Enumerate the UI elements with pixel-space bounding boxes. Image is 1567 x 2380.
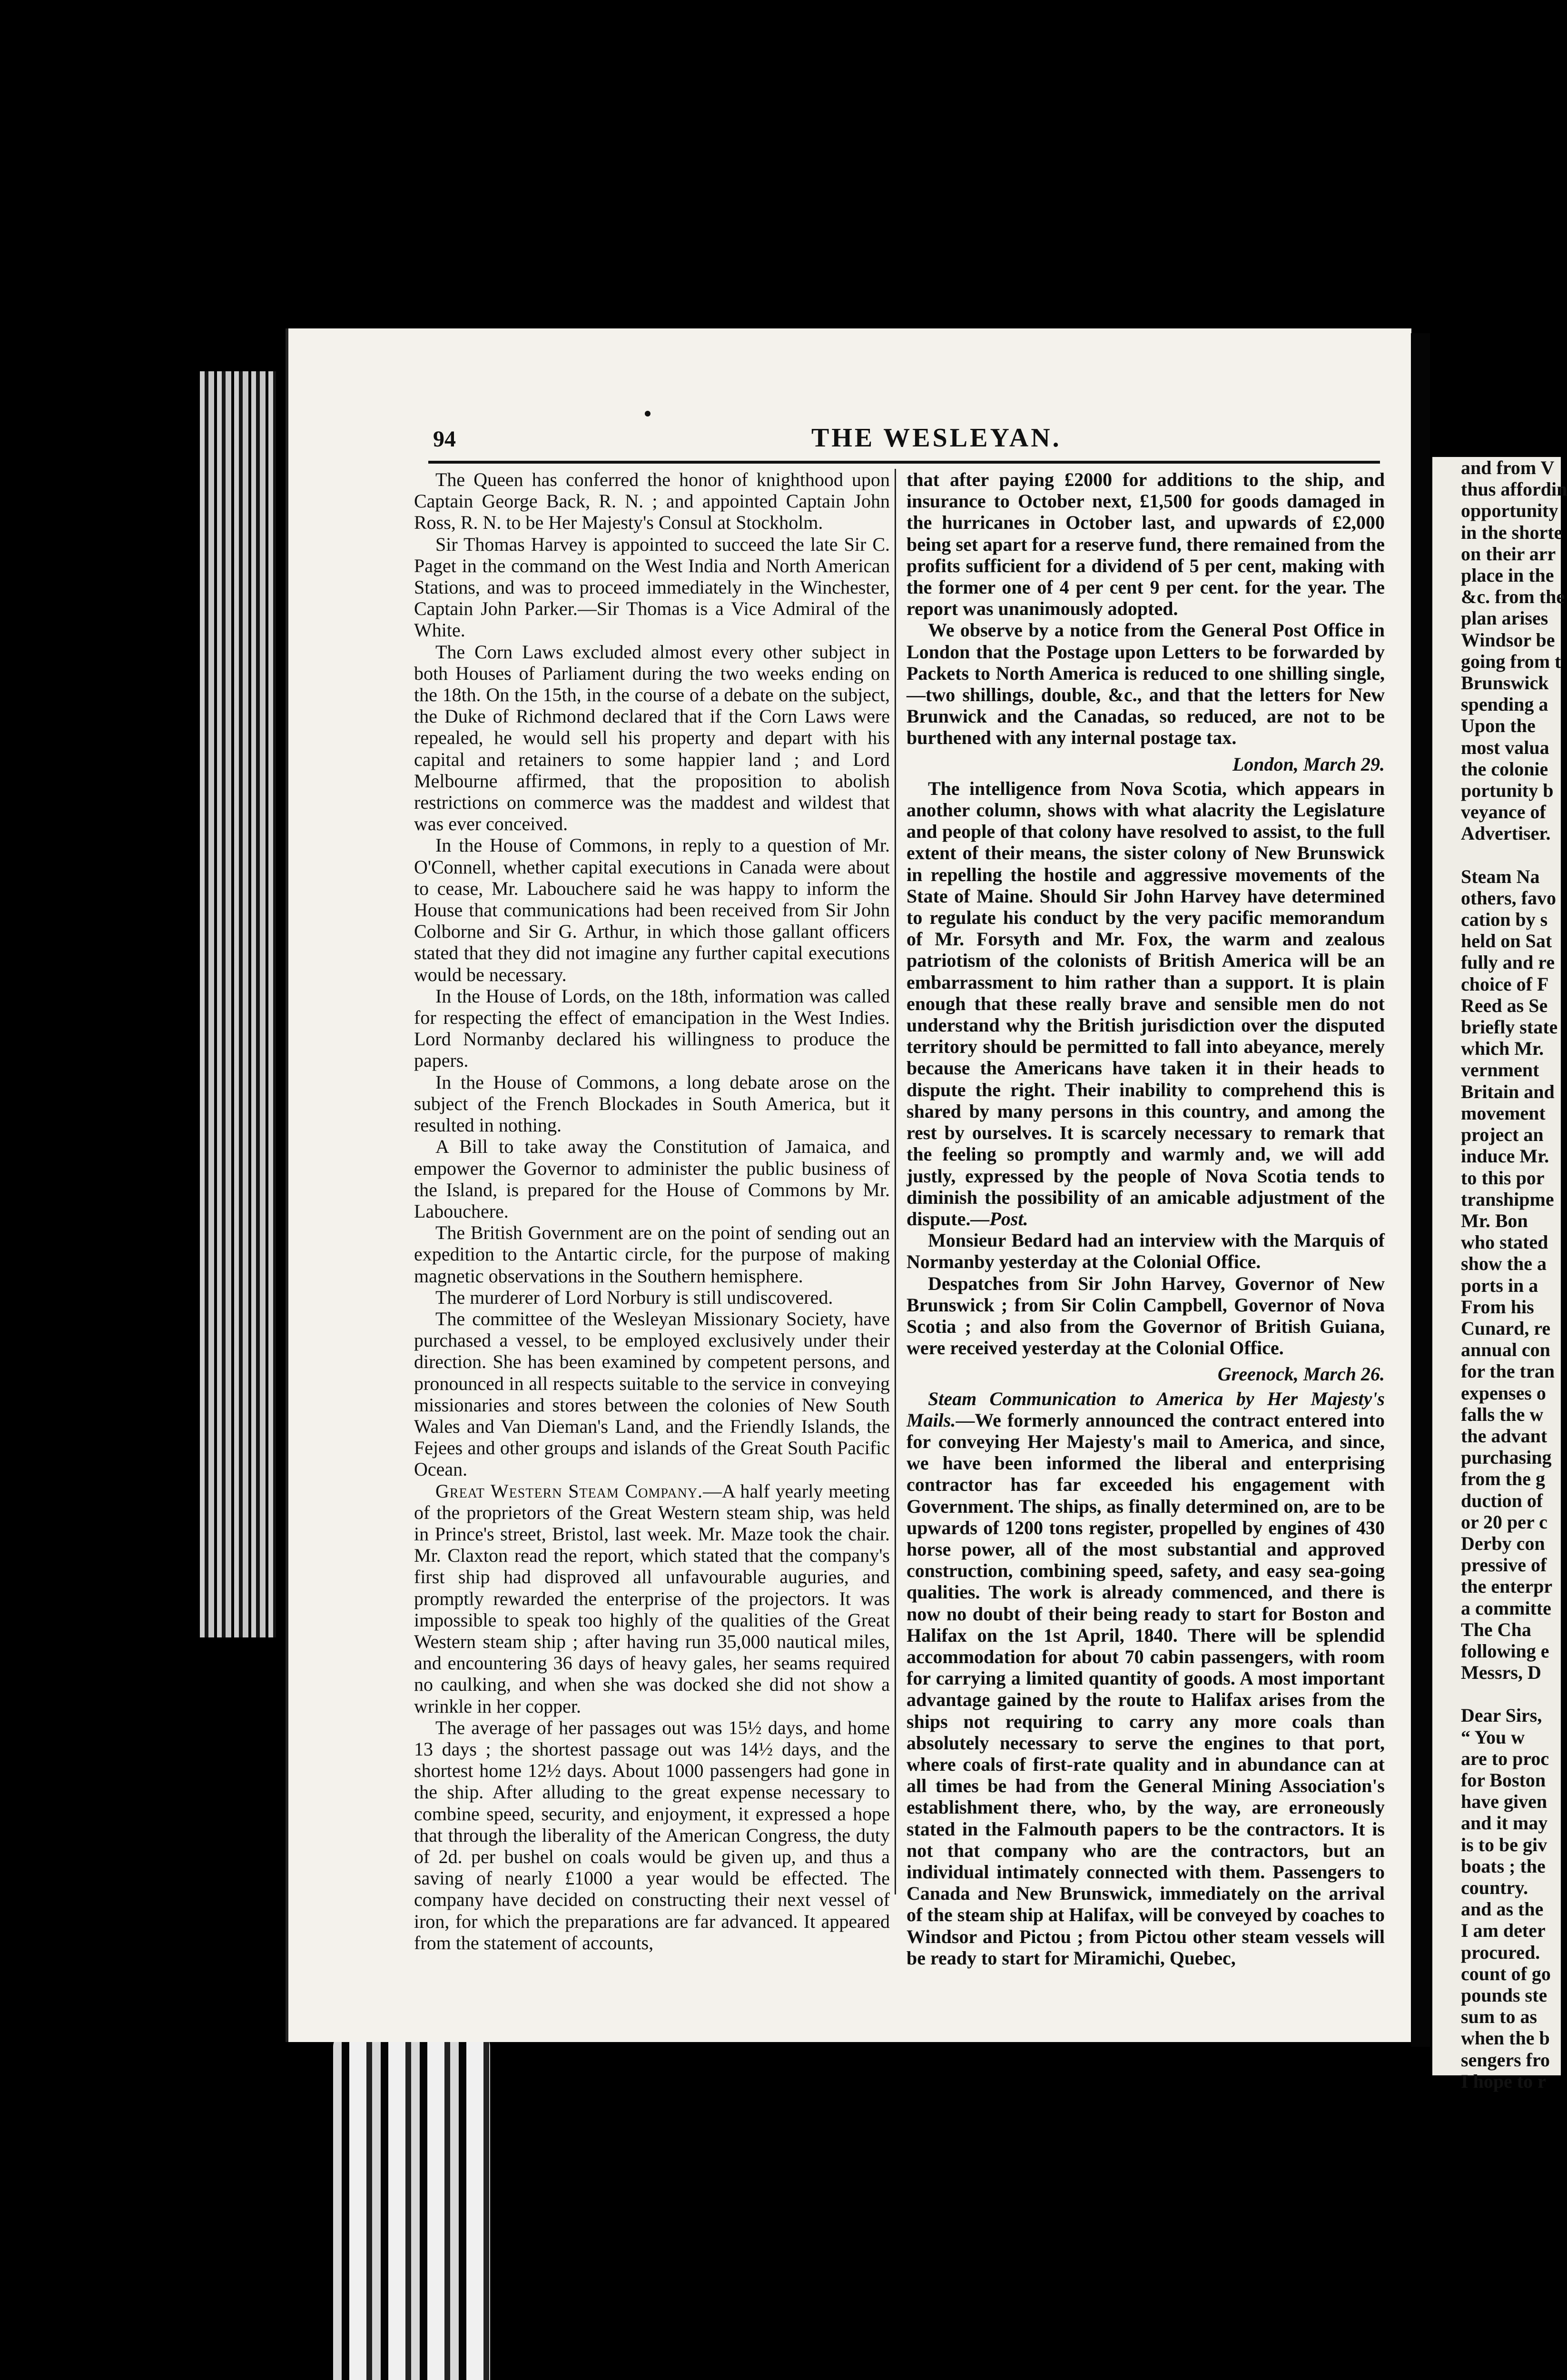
- article-antarctic: The British Government are on the point of sending out an expedition to the Antartic circle, for the purpose of making magnetic observations in the Southern hemisphere.: [414, 1222, 890, 1287]
- page-number: 94: [433, 426, 456, 452]
- facing-page-line: going from t: [1461, 650, 1561, 672]
- article-commons-canada: In the House of Commons, in reply to a question of Mr. O'Connell, whether capital executions in Canada were about to cease, Mr. Labouchere said he was happy to inform the House that communications had been received from Sir John Colborne and Sir G. Arthur, in which those gallant officers stated that they did not imagine any further capital executions would be necessary.: [414, 834, 890, 985]
- facing-page-line: from the g: [1461, 1468, 1545, 1490]
- article-body: —A half yearly meeting of the proprietors of the Great Western steam ship, was held in Prince's street, Bristol, last week. Mr. Maze took the chair. Mr. Claxton read the report, which stated that the company's first ship had disproved all unfavourable auguries, and promptly rewarded the enterprise of the projectors. It was impossible to speak too highly of the qualities of the Great Western steam ship ; after having run 35,000 nautical miles, and encountering 36 days of heavy gales, her seams required no caulking, and when she was docked she did not show a wrinkle in her copper.: [414, 1480, 890, 1717]
- article-harvey: Sir Thomas Harvey is appointed to succeed the late Sir C. Paget in the command on the West India and North American Stations, and was to proceed immediately in the Winchester, Captain John Parker.—Sir Thomas is a Vice Admiral of the White.: [414, 533, 890, 641]
- article-bedard: Monsieur Bedard had an interview with the Marquis of Normanby yesterday at the Colonial Office.: [907, 1230, 1385, 1273]
- dateline-greenock: Greenock, March 26.: [1217, 1363, 1385, 1385]
- article-jamaica-bill: A Bill to take away the Constitution of Jamaica, and empower the Governor to administer the public business of the Island, is prepared for the House of Commons by Mr. Labouchere.: [414, 1136, 890, 1222]
- source-signature: —Post.: [970, 1208, 1028, 1230]
- facing-page-line: procured.: [1461, 1941, 1540, 1963]
- article-body: The intelligence from Nova Scotia, which appears in another column, shows with what alacrity the Legislature and people of that colony have resolved to assist, to the full extent of their means, the sister colony of New Brunswick in repelling the hostile and aggressive movements of the State of Maine. Should Sir John Harvey have determined to regulate his conduct by the very pacific memorandum of Mr. Forsyth and Mr. Fox, the warm and zealous patriotism of the colonists of British America will be an embarrassment to him rather than a support. It is plain enough that these really brave and sensible men do not understand why the British jurisdiction over the disputed territory should be permitted to fall into abeyance, merely because the Americans have taken it in their heads to dispute the right. Their inability to comprehend this is shared by many persons in this country, and among the rest by ourselves. It is scarcely necessary to remark that the feeling so promptly and warmly and, we will add justly, expressed by the people of Nova Scotia tends to diminish the possibility of an amicable adjustment of the dispute.: [907, 777, 1385, 1230]
- facing-page-line: movement: [1461, 1102, 1546, 1124]
- article-great-western: [414, 1480, 890, 1717]
- facing-page-line: The Cha: [1461, 1618, 1531, 1640]
- facing-page-line: I hope to r: [1461, 2070, 1546, 2092]
- facing-page-line: spending a: [1461, 694, 1548, 715]
- facing-page-line: the advant: [1461, 1425, 1547, 1447]
- article-accounts-cont: that after paying £2000 for additions to the ship, and insurance to October next, £1,500 for goods damaged in the hurricanes in October last, and upwards of £2,000 being set apart for a reserve fund, there remained from the profits sufficient for a dividend of 5 per cent, making with the former one of 4 per cent 9 per cent. for the year. The report was unanimously adopted.: [907, 469, 1385, 620]
- facing-page-line: have given: [1461, 1791, 1547, 1813]
- facing-page-line: vernment: [1461, 1059, 1539, 1081]
- facing-page-line: for the tran: [1461, 1360, 1555, 1382]
- facing-page-line: is to be giv: [1461, 1834, 1547, 1855]
- left-column: [414, 469, 890, 1954]
- page-clip: [333, 2033, 490, 2380]
- facing-page-line: place in the: [1461, 565, 1554, 586]
- facing-page-line: Advertiser.: [1461, 823, 1551, 844]
- page-gutter: [1411, 333, 1430, 2047]
- facing-page-line: &c. from the: [1461, 586, 1565, 608]
- facing-page-line: Dear Sirs,: [1461, 1705, 1542, 1726]
- facing-page-line: Upon the: [1461, 715, 1536, 737]
- facing-page-line: the enterpr: [1461, 1576, 1553, 1597]
- facing-page-line: and as the: [1461, 1898, 1544, 1920]
- facing-page-line: project an: [1461, 1124, 1544, 1146]
- facing-page-line: following e: [1461, 1640, 1549, 1662]
- facing-page-line: “ You w: [1461, 1726, 1525, 1748]
- column-divider: [895, 469, 896, 1894]
- facing-page-line: transhipme: [1461, 1188, 1554, 1210]
- article-corn-laws: The Corn Laws excluded almost every other subject in both Houses of Parliament during the two weeks ending on the 18th. On the 15th, in the course of a debate on the subject, the Duke of Richmond declared that if the Corn Laws were repealed, he would sell his property and depart with his capital and retainers to some happier land ; and Lord Melbourne affirmed, that the proposition to abolish restrictions on commerce was the maddest and wildest that was ever conceived.: [414, 641, 890, 835]
- facing-page-line: Windsor be: [1461, 629, 1555, 651]
- facing-page-line: briefly state: [1461, 1016, 1558, 1038]
- facing-page-line: fully and re: [1461, 952, 1555, 973]
- facing-page-line: Mr. Bon: [1461, 1210, 1528, 1231]
- facing-page-line: Britain and: [1461, 1081, 1555, 1102]
- article-knighthood: The Queen has conferred the honor of knighthood upon Captain George Back, R. N. ; and appointed Captain John Ross, R. N. to be Her Majesty's Consul at Stockholm.: [414, 469, 890, 534]
- facing-page-line: duction of: [1461, 1489, 1543, 1511]
- facing-page-line: portunity b: [1461, 780, 1554, 802]
- facing-page-line: boats ; the: [1461, 1855, 1546, 1877]
- article-despatches: Despatches from Sir John Harvey, Governor of New Brunswick ; from Sir Colin Campbell, Governor of Nova Scotia ; and also from the Governor of British Guiana, were received yesterday at the Colonial Office.: [907, 1272, 1385, 1359]
- facing-page-line: for Boston: [1461, 1769, 1546, 1791]
- dateline-london: London, March 29.: [1232, 753, 1385, 775]
- facing-page-line: pounds ste: [1461, 1984, 1547, 2006]
- facing-page-line: Cunard, re: [1461, 1317, 1551, 1339]
- facing-page-line: Messrs, D: [1461, 1662, 1541, 1684]
- ink-dot: [645, 411, 650, 416]
- facing-page-line: and from V: [1461, 457, 1555, 478]
- facing-page-line: on their arr: [1461, 543, 1556, 565]
- facing-page-line: falls the w: [1461, 1403, 1544, 1425]
- facing-page-line: expenses o: [1461, 1382, 1546, 1404]
- facing-page-line: veyance of: [1461, 801, 1546, 823]
- facing-page-line: Derby con: [1461, 1532, 1545, 1554]
- facing-page-line: Steam Na: [1461, 865, 1540, 887]
- facing-page-line: annual con: [1461, 1339, 1550, 1361]
- facing-page-line: which Mr.: [1461, 1038, 1544, 1060]
- facing-page-line: show the a: [1461, 1253, 1547, 1275]
- facing-page-line: when the b: [1461, 2027, 1550, 2049]
- right-column: [907, 469, 1385, 1969]
- facing-page-line: a committe: [1461, 1597, 1551, 1619]
- article-postage: We observe by a notice from the General Post Office in London that the Postage upon Letters to be forwarded by Packets to North America is reduced to one shilling single,—two shillings, double, &c., and that the letters for New Brunwick and the Canadas, so reduced, are not to be burthened with any internal postage tax.: [907, 619, 1385, 749]
- facing-page-line: are to proc: [1461, 1747, 1549, 1769]
- facing-page-line: Brunswick: [1461, 672, 1549, 694]
- facing-page-line: thus affordin: [1461, 478, 1567, 500]
- facing-page-line: or 20 per c: [1461, 1511, 1547, 1533]
- article-heading: Great Western Steam Company.: [435, 1480, 703, 1502]
- facing-page-line: I am deter: [1461, 1920, 1546, 1942]
- article-norbury: The murderer of Lord Norbury is still undiscovered.: [435, 1286, 833, 1308]
- facing-page-line: Reed as Se: [1461, 994, 1548, 1016]
- facing-page-line: count of go: [1461, 1963, 1551, 1984]
- facing-page-line: [1432, 844, 1561, 866]
- facing-page-line: the colonie: [1461, 758, 1548, 780]
- article-lords-emancipation: In the House of Lords, on the 18th, information was called for respecting the effect of emancipation in the West Indies. Lord Normanby declared his willingness to produce the papers.: [414, 985, 890, 1071]
- facing-page-line: choice of F: [1461, 973, 1549, 995]
- facing-page-line: purchasing: [1461, 1447, 1552, 1468]
- facing-page-line: sengers fro: [1461, 2049, 1550, 2071]
- facing-page-line: to this por: [1461, 1167, 1545, 1189]
- facing-page-line: From his: [1461, 1296, 1534, 1318]
- facing-page-line: induce Mr.: [1461, 1145, 1549, 1167]
- facing-page-fragment: [1432, 457, 1567, 2092]
- article-french-blockades: In the House of Commons, a long debate arose on the subject of the French Blockades in South America, but it resulted in nothing.: [414, 1071, 890, 1136]
- facing-page-line: [1432, 1683, 1561, 1705]
- facing-page-line: country.: [1461, 1877, 1528, 1898]
- facing-page-line: sum to as: [1461, 2006, 1537, 2028]
- article-body: —We formerly announced the contract entered into for conveying Her Majesty's mail to America, and since, we have been informed the liberal and enterprising contractor has far exceeded his engagement with Government. The ships, as finally determined on, are to be upwards of 1200 tons register, propelled by engines of 430 horse power, all of the most substantial and approved construction, combining speed, safety, and easy sea-going qualities. The work is already commenced, and there is now no doubt of their being ready to start for Boston and Halifax on the 1st April, 1840. There will be splendid accommodation for about 70 cabin passengers, with room for carrying a limited quantity of goods. A most important advantage gained by the route to Halifax arises from the ships not requiring to carry any more coals than absolutely necessary to serve the engines to that port, where coals of first-rate quality and in abundance can at all times be had from the General Mining Association's establishment there, who, by the way, are erroneously stated in the Falmouth papers to be the contractors. It is not that company who are the contractors, but an individual intimately connected with them. Passengers to Canada and New Brunswick, immediately on the arrival of the steam ship at Halifax, will be conveyed by coaches to Windsor and Pictou ; from Pictou other steam vessels will be ready to start for Miramichi, Quebec,: [907, 1409, 1385, 1969]
- facing-page-line: held on Sat: [1461, 930, 1552, 952]
- facing-page-line: who stated: [1461, 1231, 1548, 1253]
- article-missionary-vessel: The committee of the Wesleyan Missionary Society, have purchased a vessel, to be employed exclusively under their direction. She has been examined by competent persons, and pronounced in all respects suitable to the service in conveying missionaries and stores between the colonies of New South Wales and Van Dieman's Land, and the Friendly Islands, the Fejees and other groups and islands of the Great South Pacific Ocean.: [414, 1308, 890, 1480]
- facing-page-line: cation by s: [1461, 909, 1548, 931]
- facing-page-line: others, favo: [1461, 887, 1556, 909]
- facing-page-line: in the shorte: [1461, 521, 1563, 543]
- facing-page-line: most valua: [1461, 736, 1549, 758]
- facing-page-line: plan arises: [1461, 607, 1548, 629]
- facing-page-line: pressive of: [1461, 1554, 1547, 1576]
- facing-page-line: and it may: [1461, 1812, 1548, 1834]
- binding-edge: [200, 371, 276, 1637]
- facing-page-line: opportunity: [1461, 500, 1558, 522]
- article-heading: Steam Communication to America by Her Majesty's Mails.: [907, 1388, 1385, 1431]
- header-rule: [428, 461, 1380, 464]
- article-great-western-cont: The average of her passages out was 15½ days, and home 13 days ; the shortest passage out was 14½ days, and the shortest home 12½ days. About 1000 passengers had gone in the ship. After alluding to the great expense necessary to combine speed, security, and enjoyment, it expressed a hope that through the liberality of the American Congress, the duty of 2d. per bushel on coals would be given up, and thus a saving of nearly £1000 a year would be effected. The company have decided on constructing their next vessel of iron, for which the preparations are far advanced. It appeared from the statement of accounts,: [414, 1716, 890, 1954]
- page-title: THE WESLEYAN.: [811, 423, 1062, 453]
- facing-page-line: ports in a: [1461, 1274, 1538, 1296]
- article-steam-mails: [907, 1388, 1385, 1969]
- article-nova-scotia: [907, 778, 1385, 1230]
